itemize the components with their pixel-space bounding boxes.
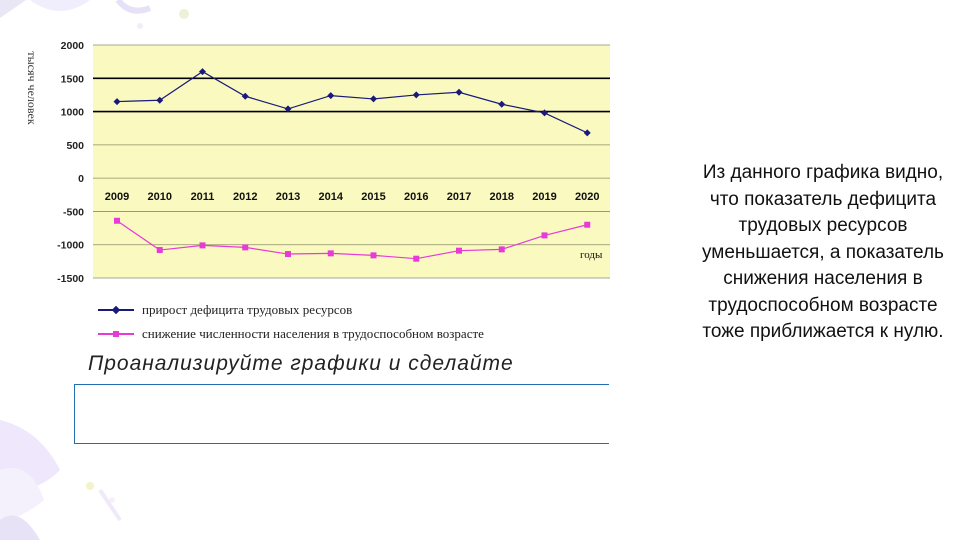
y-tick-label: 2000 — [60, 40, 84, 52]
legend-swatch-deficit — [98, 304, 134, 316]
x-tick-label: 2010 — [147, 191, 172, 204]
data-point — [542, 232, 548, 238]
legend-item-deficit — [98, 298, 618, 322]
y-tick-label: 500 — [66, 139, 84, 152]
data-point — [456, 248, 462, 254]
plot-area — [93, 45, 610, 278]
x-tick-label: 2015 — [361, 191, 386, 204]
y-axis-title-text: тысяч человек — [25, 51, 39, 125]
y-tick-label: -1500 — [57, 273, 84, 285]
data-point — [242, 244, 248, 250]
y-tick-labels — [57, 40, 84, 285]
data-point — [328, 250, 334, 256]
x-tick-label: 2018 — [489, 191, 514, 204]
y-tick-label: 0 — [78, 173, 84, 186]
y-tick-label: -500 — [62, 206, 84, 219]
legend-label-population: снижение численности населения в трудоспособном возрасте — [142, 326, 484, 341]
data-point — [285, 251, 291, 257]
x-tick-label: 2013 — [275, 191, 301, 204]
answer-box[interactable] — [74, 384, 609, 444]
conclusion-text: Из данного графика видно, что показатель дефицита трудовых ресурсов уменьшается, а показатель снижения населения в трудоспособном возрасте тоже приближается к нулю. — [702, 162, 944, 342]
x-tick-label: 2019 — [532, 191, 557, 204]
chart-legend — [98, 298, 618, 346]
data-point — [114, 218, 120, 224]
data-point — [200, 242, 206, 248]
data-point — [157, 247, 163, 253]
data-point — [371, 252, 377, 258]
task-prompt: Проанализируйте графики и сделайте — [88, 352, 514, 375]
data-point — [413, 256, 419, 262]
legend-item-population — [98, 322, 618, 346]
x-tick-label: 2016 — [404, 191, 429, 204]
data-point — [499, 246, 505, 252]
legend-label-deficit: прирост дефицита трудовых ресурсов — [142, 302, 353, 317]
y-tick-label: 1500 — [60, 73, 84, 86]
x-tick-label: 2017 — [446, 191, 472, 204]
data-point — [584, 222, 590, 228]
x-tick-label: 2012 — [233, 191, 258, 204]
legend-swatch-population — [98, 328, 134, 340]
x-tick-label: 2020 — [575, 191, 600, 204]
y-tick-label: -1000 — [57, 239, 84, 252]
x-axis-title: годы — [580, 249, 603, 261]
x-tick-label: 2011 — [190, 191, 215, 204]
x-tick-label: 2009 — [104, 191, 130, 204]
y-tick-label: 1000 — [60, 106, 84, 119]
x-tick-label: 2014 — [318, 191, 343, 204]
